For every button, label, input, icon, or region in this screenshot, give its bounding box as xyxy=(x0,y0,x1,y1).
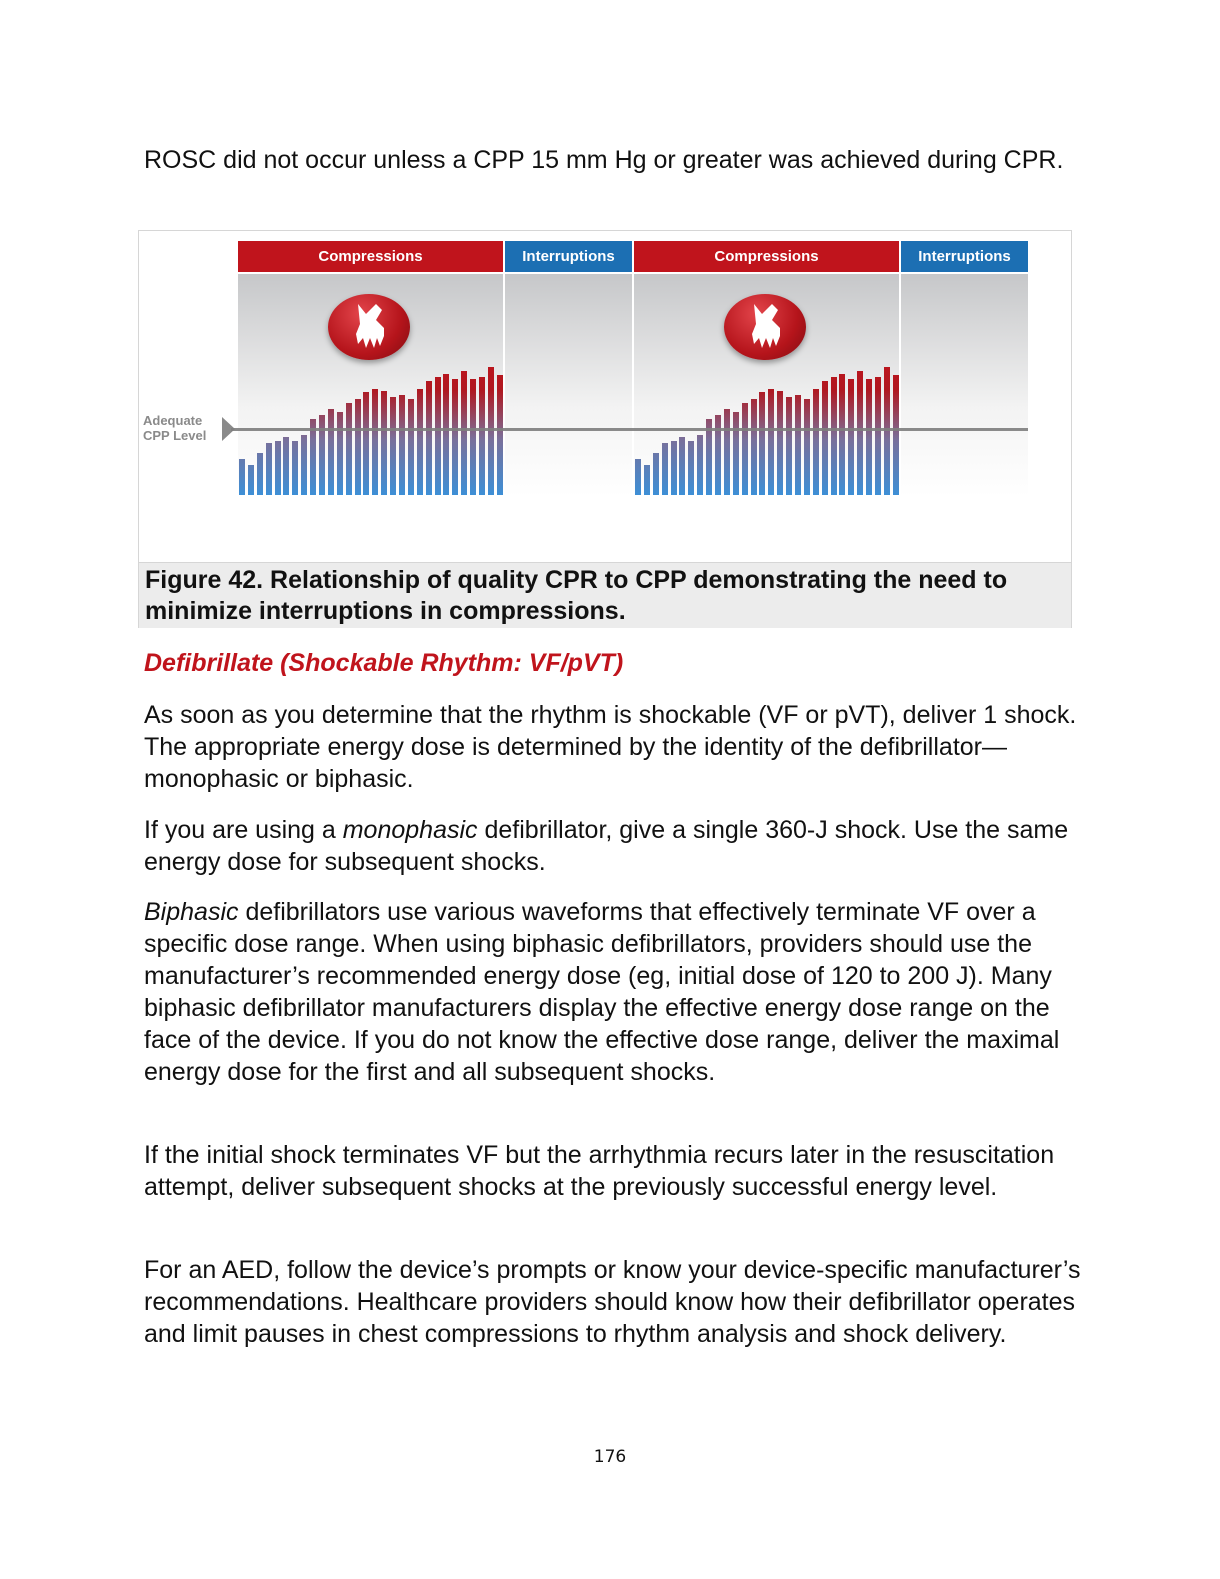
paragraph-4: If the initial shock terminates VF but the arrhythmia recurs later in the resuscitation attempt, deliver subsequent shocks at the previously successful energy level. xyxy=(144,1141,1055,1201)
paragraph-5: For an AED, follow the device’s prompts or know your device-specific manufacturer’s recommendations. Healthcare providers should know how their defibrillator operates and limit pauses in chest compressions to rhythm analysis and shock delivery. xyxy=(144,1256,1081,1348)
cpp-bar xyxy=(283,437,289,495)
cpp-bar xyxy=(688,441,694,495)
compressions-header: Compressions xyxy=(238,241,503,272)
paragraph-3: Biphasic defibrillators use various waveforms that effectively terminate VF over a specific dose range. When using biphasic defibrillators, providers should use the manufacturer’s recommended energy dose (eg, initial dose of 120 to 200 J). Many biphasic defibrillator manufacturers display the effective energy dose range on the face of the device. If you do not know the effective dose range, deliver the maximal energy dose for the first and all subsequent shocks. xyxy=(144,898,1060,1086)
compressions-panel-1 xyxy=(238,241,503,497)
cpp-bar xyxy=(786,397,792,495)
cpp-bar xyxy=(328,409,334,495)
section-heading: Defibrillate (Shockable Rhythm: VF/pVT) xyxy=(144,649,624,677)
cpp-bar xyxy=(715,415,721,495)
cpp-bars-1 xyxy=(238,355,503,495)
cpp-bar xyxy=(795,395,801,495)
cpp-bar xyxy=(831,377,837,495)
cpp-bar xyxy=(488,367,494,495)
cpp-bar xyxy=(479,377,485,495)
cpp-bar xyxy=(275,441,281,495)
cpp-bar xyxy=(635,459,641,495)
cpp-bar xyxy=(399,395,405,495)
cpp-bar xyxy=(301,435,307,495)
cpp-bar xyxy=(759,392,765,495)
cpp-bar xyxy=(452,379,458,495)
cpp-bar xyxy=(875,377,881,495)
cpp-bar xyxy=(671,441,677,495)
cpp-bar xyxy=(408,399,414,495)
interruptions-panel-1 xyxy=(505,241,632,497)
cpp-bar xyxy=(390,397,396,495)
cpp-level-label: Adequate CPP Level xyxy=(143,413,207,443)
cpp-bar xyxy=(239,459,245,495)
cpp-bars-2 xyxy=(634,355,899,495)
cpp-bar xyxy=(893,375,899,495)
cpp-bar xyxy=(257,453,263,495)
cpp-bar xyxy=(435,377,441,495)
cpp-bar xyxy=(470,379,476,495)
cpp-bar xyxy=(653,453,659,495)
cpp-bar xyxy=(372,389,378,495)
cpp-bar xyxy=(426,381,432,495)
intro-paragraph: ROSC did not occur unless a CPP 15 mm Hg or greater was achieved during CPR. xyxy=(144,146,1064,174)
compressions-panel-2 xyxy=(634,241,899,497)
cpp-bar xyxy=(857,371,863,495)
figure-caption: Figure 42. Relationship of quality CPR to CPP demonstrating the need to minimize interruptions in compressions. xyxy=(139,562,1071,628)
cpp-bar xyxy=(248,465,254,495)
page-number: 176 xyxy=(593,1447,627,1467)
cpr-hands-icon xyxy=(724,294,806,360)
cpp-bar xyxy=(751,399,757,495)
cpp-bar xyxy=(355,399,361,495)
cpp-bar xyxy=(742,403,748,495)
cpp-bar xyxy=(813,389,819,495)
cpp-bar xyxy=(337,412,343,495)
paragraph-1: As soon as you determine that the rhythm is shockable (VF or pVT), deliver 1 shock. The appropriate energy dose is determined by the identity of the defibrillator—monophasic or biphasic. xyxy=(144,701,1077,793)
cpp-bar xyxy=(497,375,503,495)
interruptions-header: Interruptions xyxy=(901,241,1028,272)
interruptions-panel-2 xyxy=(901,241,1028,497)
compressions-header: Compressions xyxy=(634,241,899,272)
cpp-bar xyxy=(319,415,325,495)
cpp-bar xyxy=(724,409,730,495)
cpp-bar xyxy=(777,391,783,495)
cpp-bar xyxy=(839,374,845,495)
cpp-bar xyxy=(363,392,369,495)
interruptions-header: Interruptions xyxy=(505,241,632,272)
cpp-bar xyxy=(804,399,810,495)
cpp-bar xyxy=(884,367,890,495)
cpp-bar xyxy=(768,389,774,495)
cpp-bar xyxy=(866,379,872,495)
cpp-bar xyxy=(733,412,739,495)
cpp-bar xyxy=(697,435,703,495)
cpp-bar xyxy=(461,371,467,495)
cpp-bar xyxy=(662,443,668,495)
cpp-bar xyxy=(443,374,449,495)
cpr-hands-icon xyxy=(328,294,410,360)
cpp-bar xyxy=(292,441,298,495)
adequate-cpp-line xyxy=(231,428,1028,431)
paragraph-2: If you are using a monophasic defibrillator, give a single 360-J shock. Use the same energy dose for subsequent shocks. xyxy=(144,816,1069,876)
cpp-bar xyxy=(346,403,352,495)
figure-42 xyxy=(138,230,1072,628)
cpp-bar xyxy=(417,389,423,495)
cpp-bar xyxy=(644,465,650,495)
cpp-bar xyxy=(679,437,685,495)
cpp-bar xyxy=(848,379,854,495)
cpp-bar xyxy=(822,381,828,495)
cpp-bar xyxy=(266,443,272,495)
cpp-bar xyxy=(381,391,387,495)
